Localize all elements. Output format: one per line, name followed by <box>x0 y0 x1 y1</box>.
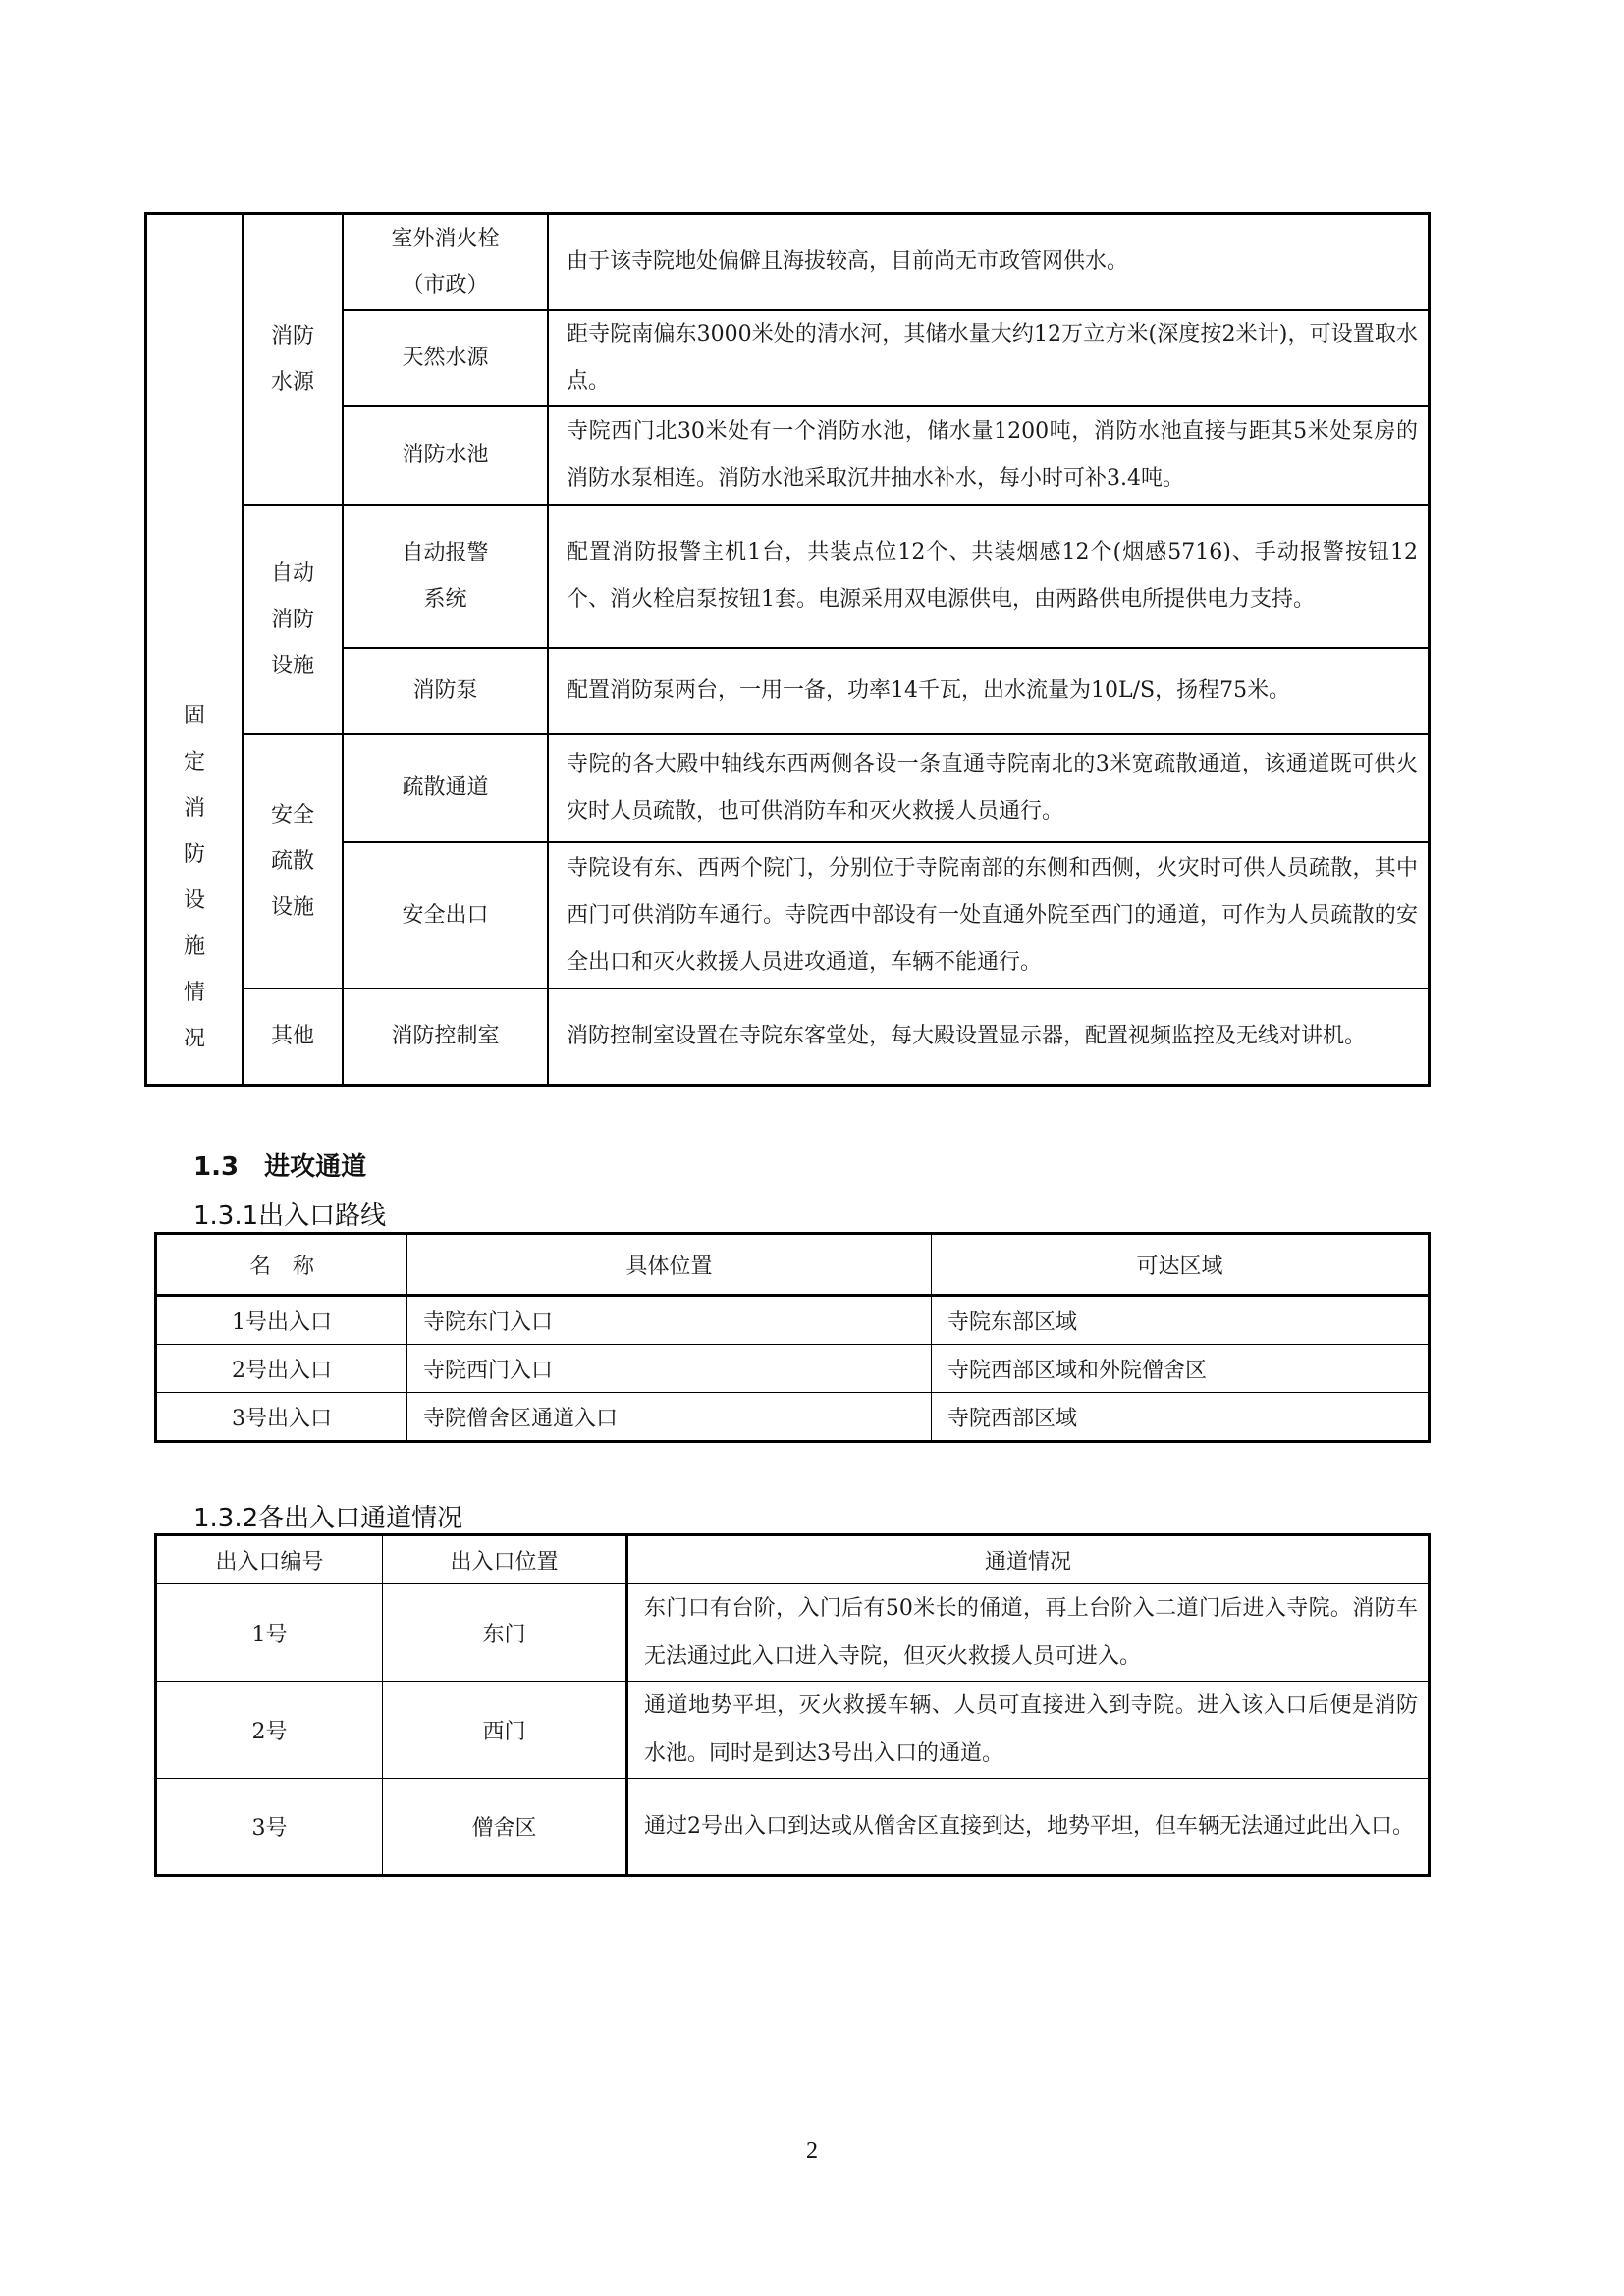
description-cell: 寺院设有东、西两个院门，分别位于寺院南部的东侧和西侧，火灾时可供人员疏散，其中西门可供消防车通行。寺院西中部设有一处直通外院至西门的通道，可作为人员疏散的安全出口和灭火救援人员进攻通道，车辆不能通行。 <box>548 842 1430 988</box>
subcategory-line: 安全 <box>270 803 314 828</box>
description-cell: 寺院西门北30米处有一个消防水池，储水量1200吨，消防水池直接与距其5米处泵房的消防水泵相连。消防水池采取沉井抽水补水，每小时可补3.4吨。 <box>548 406 1430 505</box>
table-cell: 西门 <box>383 1682 627 1779</box>
item-line: （市政） <box>402 273 489 297</box>
section-heading-1-3-1: 1.3.1出入口路线 <box>193 1201 387 1231</box>
table-cell: 3号出入口 <box>156 1393 407 1442</box>
description-cell: 距寺院南偏东3000米处的清水河，其储水量大约12万立方米(深度按2米计)，可设置取水点。 <box>548 310 1430 406</box>
table-cell: 通道地势平坦，灭火救援车辆、人员可直接进入到寺院。进入该入口后便是消防水池。同时是到达3号出入口的通道。 <box>627 1682 1430 1779</box>
item-cell: 疏散通道 <box>343 734 548 842</box>
category-char: 设 <box>183 887 205 913</box>
table-cell: 寺院东部区域 <box>932 1296 1430 1345</box>
table-cell: 寺院僧舍区通道入口 <box>407 1393 932 1442</box>
table-cell: 3号 <box>156 1779 383 1876</box>
table-cell: 东门口有台阶，入门后有50米长的俑道，再上台阶入二道门后进入寺院。消防车无法通过此入口进入寺院，但灭火救援人员可进入。 <box>627 1584 1430 1682</box>
item-line: 自动报警 <box>402 541 489 565</box>
table-row <box>156 1682 1430 1779</box>
table-cell: 东门 <box>383 1584 627 1682</box>
column-header: 具体位置 <box>407 1234 932 1296</box>
category-char: 定 <box>183 749 205 774</box>
table-row <box>156 1345 1430 1393</box>
subcategory-cell <box>243 214 343 506</box>
subcategory-line: 水源 <box>270 370 314 395</box>
item-cell <box>343 214 548 311</box>
item-cell: 消防水池 <box>343 406 548 505</box>
category-char: 施 <box>183 934 205 959</box>
table-row <box>146 505 1430 648</box>
table-header-row <box>156 1535 1430 1584</box>
table-cell: 寺院西部区域和外院僧舍区 <box>932 1345 1430 1393</box>
subcategory-line: 设施 <box>270 653 314 678</box>
subcategory-line: 自动 <box>270 561 314 586</box>
table-row <box>156 1779 1430 1876</box>
table-row <box>146 734 1430 842</box>
item-cell: 消防控制室 <box>343 988 548 1085</box>
table-cell: 2号 <box>156 1682 383 1779</box>
table-cell: 2号出入口 <box>156 1345 407 1393</box>
category-char: 防 <box>183 841 205 867</box>
subcategory-line: 消防 <box>270 607 314 632</box>
subcategory-cell <box>243 734 343 988</box>
category-char: 况 <box>183 1026 205 1051</box>
column-header: 出入口编号 <box>156 1535 383 1584</box>
table-cell: 1号出入口 <box>156 1296 407 1345</box>
entrance-passage-table <box>154 1533 1431 1877</box>
subcategory-cell <box>243 505 343 734</box>
description-cell: 寺院的各大殿中轴线东西两侧各设一条直通寺院南北的3米宽疏散通道，该通道既可供火灾时人员疏散，也可供消防车和灭火救援人员通行。 <box>548 734 1430 842</box>
category-char: 固 <box>183 703 205 728</box>
table-cell: 通过2号出入口到达或从僧舍区直接到达，地势平坦，但车辆无法通过此出入口。 <box>627 1779 1430 1876</box>
category-char: 情 <box>183 980 205 1005</box>
category-cell <box>146 214 244 1086</box>
table-row <box>156 1584 1430 1682</box>
subcategory-cell: 其他 <box>243 988 343 1085</box>
table-row <box>146 214 1430 311</box>
subcategory-line: 消防 <box>270 324 314 348</box>
entrance-routes-table <box>154 1232 1431 1443</box>
column-header: 名 称 <box>156 1234 407 1296</box>
subcategory-line: 疏散 <box>270 849 314 874</box>
item-cell: 天然水源 <box>343 310 548 406</box>
page-number: 2 <box>806 2138 818 2163</box>
description-cell: 由于该寺院地处偏僻且海拔较高，目前尚无市政管网供水。 <box>548 214 1430 311</box>
item-cell: 安全出口 <box>343 842 548 988</box>
column-header: 通道情况 <box>627 1535 1430 1584</box>
item-line: 系统 <box>423 587 467 612</box>
column-header: 出入口位置 <box>383 1535 627 1584</box>
table-row <box>156 1296 1430 1345</box>
table-cell: 1号 <box>156 1584 383 1682</box>
table-header-row <box>156 1234 1430 1296</box>
table-cell: 僧舍区 <box>383 1779 627 1876</box>
description-cell: 配置消防报警主机1台，共装点位12个、共装烟感12个(烟感5716)、手动报警按钮12个、消火栓启泵按钮1套。电源采用双电源供电，由两路供电所提供电力支持。 <box>548 505 1430 648</box>
description-cell: 消防控制室设置在寺院东客堂处，每大殿设置显示器，配置视频监控及无线对讲机。 <box>548 988 1430 1085</box>
item-cell: 消防泵 <box>343 648 548 734</box>
section-title: 进攻通道 <box>264 1152 367 1182</box>
table-cell: 寺院西部区域 <box>932 1393 1430 1442</box>
table-row <box>146 988 1430 1085</box>
section-heading-1-3-2: 1.3.2各出入口通道情况 <box>193 1504 463 1533</box>
fixed-fire-facilities-table <box>144 212 1431 1087</box>
subcategory-line: 设施 <box>270 895 314 920</box>
section-number: 1.3 <box>193 1152 240 1182</box>
table-cell: 寺院东门入口 <box>407 1296 932 1345</box>
section-heading-1-3 <box>193 1147 366 1183</box>
table-cell: 寺院西门入口 <box>407 1345 932 1393</box>
item-cell <box>343 505 548 648</box>
category-char: 消 <box>183 795 205 821</box>
item-line: 室外消火栓 <box>391 227 500 251</box>
table-row <box>156 1393 1430 1442</box>
description-cell: 配置消防泵两台，一用一备，功率14千瓦，出水流量为10L/S，扬程75米。 <box>548 648 1430 734</box>
column-header: 可达区域 <box>932 1234 1430 1296</box>
